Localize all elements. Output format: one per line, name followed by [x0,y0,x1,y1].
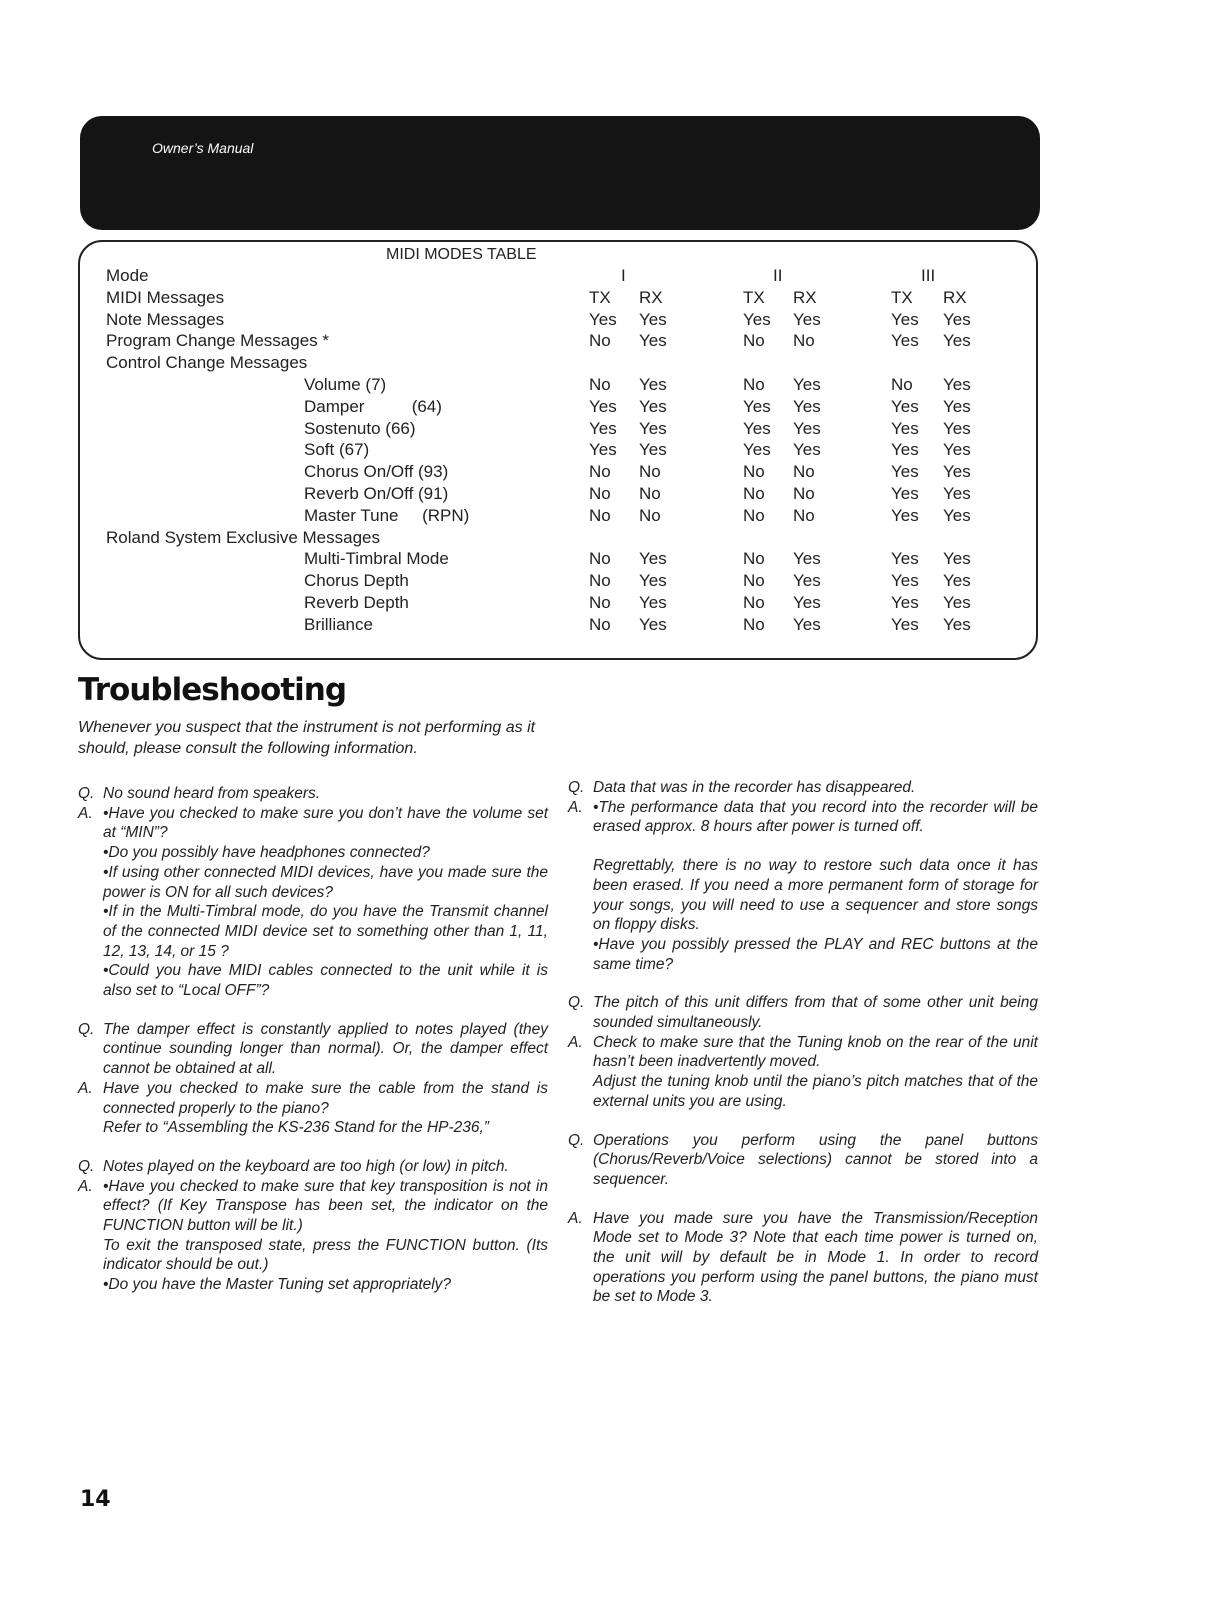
midi-cell: Yes [943,505,971,525]
item-text: •Have you checked to make sure that key transposition is not in effect? (If Key Transpose has been set, the indicator on the FUNCTION button will be lit.) [103,1177,548,1235]
midi-cell: Yes [639,440,667,460]
midi-cell: Yes [793,375,821,394]
midi-cell: TX [891,287,913,307]
midi-cell: No [589,462,611,482]
midi-cell: Yes [639,593,667,612]
paragraph-gap [568,974,1038,993]
midi-cell: Yes [943,549,971,569]
paragraph-gap [568,1112,1038,1131]
midi-cell: No [793,462,815,482]
midi-cell: Yes [891,396,919,416]
midi-cell: No [743,549,765,569]
answer-continuation [78,1275,548,1295]
midi-cell: Yes [639,614,667,634]
midi-cell: No [891,375,913,394]
answer-marker: A. [78,1177,93,1195]
paragraph-gap [568,1190,1038,1209]
answer-continuation [568,856,1038,935]
midi-cell: Yes [891,549,919,569]
question-item [78,1020,548,1079]
midi-cell: Yes [943,396,971,416]
midi-row-label: Reverb Depth [304,593,409,612]
midi-cell: No [639,505,661,525]
midi-cell: Yes [891,440,919,460]
troubleshooting-intro: Whenever you suspect that the instrument is not performing as it should, please consult the following information. [78,719,536,757]
midi-cell: Yes [943,593,971,612]
midi-row-label: Master Tune (RPN) [304,505,470,525]
troubleshooting-right-column [568,778,1038,1307]
answer-continuation [78,863,548,902]
midi-cell: No [743,614,765,634]
paragraph-gap [78,1138,548,1157]
question-marker: Q. [78,785,95,802]
answer-item [568,1033,1038,1072]
midi-cell: No [743,571,765,591]
item-text: Have you made sure you have the Transmission/Reception Mode set to Mode 3? Note that each time power is turned on, the unit will by default be in Mode 1. In order to record operations you perform using the panel buttons, the piano must be set to Mode 3. [593,1209,1038,1306]
midi-cell: Yes [639,549,667,569]
midi-row-label: Chorus Depth [304,571,409,591]
header-band [80,116,1040,230]
midi-cell: No [793,331,815,351]
manual-label: Owner’s Manual [152,140,254,156]
midi-cell: No [589,614,611,634]
midi-cell: Yes [891,309,919,329]
midi-cell: Yes [793,418,821,438]
midi-cell: Yes [743,309,771,329]
midi-cell: Yes [891,614,919,634]
midi-cell: Yes [891,571,919,591]
midi-row-label: Sostenuto (66) [304,418,416,438]
item-text: Notes played on the keyboard are too high (or low) in pitch. [103,1157,509,1175]
question-marker: Q. [568,779,585,796]
answer-item [78,1177,548,1236]
item-text: The damper effect is constantly applied to notes played (they continue sounding longer than normal). Or, the damper effect cannot be obtained at all. [103,1020,548,1078]
midi-cell: No [639,462,661,482]
item-text: •Could you have MIDI cables connected to the unit while it is also set to “Local OFF”? [103,962,548,1000]
item-text: •Do you possibly have headphones connected? [103,844,430,862]
item-text: Check to make sure that the Tuning knob on the rear of the unit hasn’t been inadvertently moved. [593,1033,1038,1071]
paragraph-gap [568,837,1038,856]
answer-continuation [568,935,1038,974]
midi-cell: Yes [891,593,919,612]
midi-row-label: Chorus On/Off (93) [304,462,449,482]
item-text: No sound heard from speakers. [103,785,321,802]
midi-cell: TX [743,287,765,307]
midi-cell: RX [639,287,663,307]
item-text: Operations you perform using the panel buttons (Chorus/Reverb/Voice selections) cannot be stored into a sequencer. [593,1131,1038,1188]
midi-table-title: MIDI MODES TABLE [386,246,537,263]
midi-row-label: MIDI Messages [106,287,225,307]
question-marker: Q. [78,1157,95,1175]
midi-row-label: Brilliance [304,614,373,634]
midi-cell: Yes [943,614,971,634]
page-number: 14 [80,1487,111,1512]
midi-row-label: Multi-Timbral Mode [304,549,449,569]
item-text: •Have you possibly pressed the PLAY and REC buttons at the same time? [593,935,1038,973]
midi-cell: Yes [943,571,971,591]
midi-cell: Yes [943,462,971,482]
mode-label: Mode [106,266,149,285]
midi-cell: No [589,505,611,525]
midi-cell: Yes [639,418,667,438]
midi-cell: Yes [589,418,617,438]
midi-cell: Yes [891,331,919,351]
answer-continuation [78,902,548,961]
midi-cell: RX [793,287,817,307]
answer-item [78,804,548,843]
midi-cell: No [743,462,765,482]
midi-cell: Yes [589,309,617,329]
answer-continuation [78,1236,548,1275]
midi-cell: No [589,571,611,591]
answer-continuation [568,1072,1038,1111]
answer-marker: A. [78,804,93,822]
midi-cell: No [589,331,611,351]
item-text: •If in the Multi-Timbral mode, do you have the Transmit channel of the connected MIDI device set to something other than 1, 11, 12, 13, 14, or 15 ? [103,903,548,960]
item-text: The pitch of this unit differs from that of some other unit being sounded simultaneously. [593,994,1038,1032]
question-marker: Q. [568,994,585,1012]
midi-cell: Yes [891,462,919,482]
midi-cell: No [743,484,765,503]
midi-row-label: Control Change Messages [106,353,308,373]
midi-row-label: Volume (7) [304,375,387,394]
midi-cell: Yes [639,309,667,329]
midi-cell: No [639,484,661,503]
item-text: Data that was in the recorder has disappeared. [593,779,916,796]
answer-marker: A. [568,1209,583,1227]
midi-cell: Yes [589,440,617,460]
midi-cell: Yes [891,418,919,438]
midi-cell: No [589,549,611,569]
midi-cell: Yes [793,309,821,329]
midi-cell: No [743,593,765,612]
midi-cell: Yes [793,549,821,569]
midi-cell: Yes [743,440,771,460]
midi-row-label: Reverb On/Off (91) [304,484,449,503]
paragraph-gap [78,1001,548,1020]
midi-cell: Yes [891,484,919,503]
midi-cell: Yes [943,440,971,460]
midi-cell: Yes [943,375,971,394]
midi-cell: No [743,505,765,525]
item-text: •The performance data that you record into the recorder will be erased approx. 8 hours after power is turned off. [593,798,1038,836]
item-text: Regrettably, there is no way to restore such data once it has been erased. If you need a more permanent form of storage for your songs, you will need to use a sequencer and store songs on floppy disks. [593,857,1038,934]
answer-item [568,1209,1038,1308]
midi-cell: Yes [891,505,919,525]
midi-cell: Yes [589,396,617,416]
midi-row-label: Soft (67) [304,440,370,460]
midi-cell: Yes [743,396,771,416]
midi-cell: No [743,375,765,394]
midi-cell: Yes [793,396,821,416]
midi-cell: Yes [943,484,971,503]
midi-row-label: Note Messages [106,309,225,329]
answer-marker: A. [78,1079,93,1097]
question-item [568,993,1038,1032]
midi-cell: Yes [639,396,667,416]
midi-row-label: Roland System Exclusive Messages [106,527,381,547]
question-item [568,778,1038,798]
item-text: Refer to “Assembling the KS-236 Stand for the HP-236,” [103,1119,489,1137]
midi-cell: No [793,505,815,525]
question-item [78,784,548,804]
item-text: •If using other connected MIDI devices, have you made sure the power is ON for all such devices? [103,863,548,901]
midi-cell: Yes [793,614,821,634]
mode-header-1: I [621,266,626,285]
troubleshooting-heading: Troubleshooting [78,672,347,708]
item-text: Adjust the tuning knob until the piano’s pitch matches that of the external units you are using. [593,1073,1038,1110]
question-item [78,1157,548,1177]
midi-cell: No [589,375,611,394]
answer-item [568,798,1038,837]
midi-cell: Yes [639,571,667,591]
question-item [568,1131,1038,1190]
midi-cell: Yes [943,309,971,329]
midi-cell: Yes [793,440,821,460]
answer-marker: A. [568,798,583,816]
item-text: •Do you have the Master Tuning set appropriately? [103,1276,452,1294]
answer-continuation [78,961,548,1000]
answer-continuation [78,843,548,863]
item-text: •Have you checked to make sure you don’t have the volume set at “MIN”? [103,804,548,842]
midi-cell: No [743,331,765,351]
troubleshooting-left-column [78,784,548,1295]
mode-header-3: III [921,266,936,285]
answer-marker: A. [568,1033,583,1051]
answer-continuation [78,1118,548,1138]
midi-cell: No [793,484,815,503]
midi-cell: No [589,484,611,503]
item-text: Have you checked to make sure the cable from the stand is connected properly to the piano? [103,1079,548,1117]
midi-row-label: Damper (64) [304,396,442,416]
midi-cell: No [589,593,611,612]
midi-cell: RX [943,287,967,307]
question-marker: Q. [78,1020,95,1038]
midi-row-label: Program Change Messages * [106,331,330,351]
item-text: To exit the transposed state, press the FUNCTION button. (Its indicator should be out.) [103,1236,548,1274]
answer-item [78,1079,548,1118]
midi-cell: Yes [793,593,821,612]
mode-header-2: II [773,266,783,285]
midi-cell: Yes [943,331,971,351]
question-marker: Q. [568,1131,585,1149]
midi-cell: Yes [793,571,821,591]
midi-cell: Yes [639,331,667,351]
midi-cell: Yes [743,418,771,438]
midi-cell: TX [589,287,611,307]
midi-cell: Yes [639,375,667,394]
midi-cell: Yes [943,418,971,438]
